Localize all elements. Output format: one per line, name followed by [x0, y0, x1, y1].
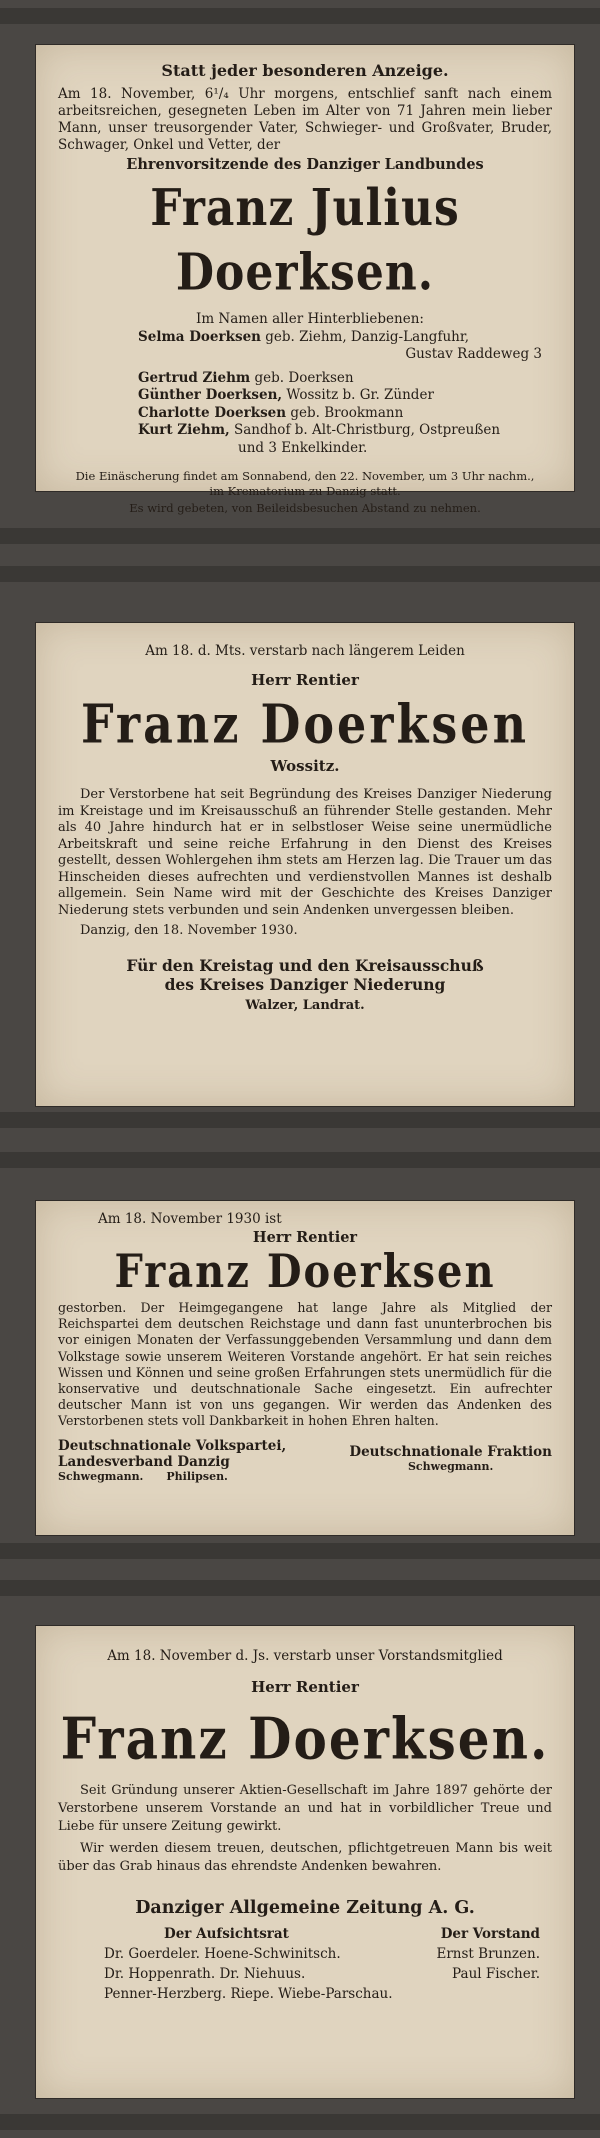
deceased-title: Herr Rentier	[251, 671, 359, 689]
mourner: Kurt Ziehm, Sandhof b. Alt-Christburg, Ostpreußen	[138, 422, 501, 438]
board-row	[104, 1964, 540, 1984]
deceased-name: Franz Julius Doerksen.	[150, 178, 460, 302]
notice-text: gestorben. Der Heimgegangene hat lange Jahre als Mitglied der Reichspartei dem deutschen Reichstage und dann fast ununterbrochen bis vor einigen Monaten der Verfassunggebenden Versammlung und dann dem Volkstage sowie unserem Weiteren Vorstande angehört. Er hat sein reiches Wissen und Können und seine großen Erfahrungen stets unermüdlich für die konservative und deutschnationale Sache eingesetzt. Ein aufrechter deutscher Mann ist von uns gegangen. Wir werden das Andenken des Verstorbenen stets voll Dankbarkeit in hohen Ehren halten.	[58, 1300, 552, 1429]
board-member: Paul Fischer.	[452, 1966, 540, 1982]
black-border	[0, 1580, 600, 1596]
mourners-list	[58, 311, 552, 457]
mourner: Günther Doerksen, Wossitz b. Gr. Zünder	[138, 387, 434, 403]
black-border	[0, 2114, 600, 2130]
deceased-name: Franz Doerksen.	[60, 1704, 550, 1773]
company-name: Danziger Allgemeine Zeitung A. G.	[135, 1898, 475, 1918]
board-list	[58, 1924, 552, 2004]
notice-intro: Am 18. November d. Js. verstarb unser Vorstandsmitglied	[107, 1648, 503, 1664]
deceased-name: Franz Doerksen	[114, 1244, 496, 1299]
mourner-address: Gustav Raddeweg 3	[405, 346, 542, 362]
notice-text: Am 18. November, 6¹/₄ Uhr morgens, entschlief sanft nach einem arbeitsreichen, gesegneten Leben im Alter von 71 Jahren mein lieber Mann, unser treusorgender Vater, Schwieger- und Großvater, Bruder, Schwager, Onkel und Vetter, der	[58, 86, 552, 153]
signature: Für den Kreistag und den Kreisausschuß	[126, 955, 484, 975]
mourner: Charlotte Doerksen geb. Brookmann	[138, 404, 404, 421]
funeral-info: Die Einäscherung findet am Sonnabend, den 22. November, um 3 Uhr nachm., im Krematorium zu Danzig statt.	[75, 469, 535, 498]
obituary-family	[35, 44, 575, 515]
notice-intro: Am 18. d. Mts. verstarb nach längerem Leiden	[145, 643, 465, 659]
deceased-title: Herr Rentier	[252, 1229, 358, 1246]
deceased-title: Herr Rentier	[251, 1678, 359, 1696]
deceased-place: Wossitz.	[270, 757, 340, 775]
deceased-name: Franz Doerksen	[80, 692, 530, 756]
party-name: Deutschnationale Volkspartei,	[58, 1437, 287, 1454]
supervisory-board-label: Der Aufsichtsrat	[164, 1926, 289, 1942]
signer: Schwegmann.	[407, 1459, 494, 1473]
signature-left	[58, 1438, 286, 1483]
board-header	[104, 1924, 540, 1944]
condolence-note: Es wird gebeten, von Beileidsbesuchen Abstand zu nehmen.	[129, 501, 481, 515]
board-member: Ernst Brunzen.	[436, 1946, 540, 1962]
deceased-title: Ehrenvorsitzende des Danziger Landbundes	[126, 156, 484, 173]
mourner-note: und 3 Enkelkinder.	[238, 439, 368, 456]
signature-right	[349, 1438, 552, 1483]
black-border	[0, 528, 600, 544]
notice-date: Danzig, den 18. November 1930.	[80, 923, 298, 938]
notice-text: Seit Gründung unserer Aktien-Gesellschaft im Jahre 1897 gehörte der Verstorbene unserem Vorstande an und hat in vorbildlicher Treue und Liebe für unsere Zeitung gewirkt.	[58, 1783, 552, 1834]
party-branch: Landesverband Danzig	[58, 1453, 230, 1470]
black-border	[0, 566, 600, 582]
black-border	[0, 1152, 600, 1168]
executive-board-label: Der Vorstand	[440, 1926, 540, 1942]
notice-text: Wir werden diesem treuen, deutschen, pflichtgetreuen Mann bis weit über das Grab hinaus das ehrendste Andenken bewahren.	[58, 1841, 552, 1874]
signature-name: Walzer, Landrat.	[245, 997, 365, 1013]
notice-heading: Statt jeder besonderen Anzeige.	[161, 61, 449, 80]
obituary-district	[35, 622, 575, 1107]
board-row: Penner-Herzberg. Riepe. Wiebe-Parschau.	[104, 1986, 393, 2002]
black-border	[0, 8, 600, 24]
signers: Schwegmann. Philipsen.	[58, 1469, 228, 1483]
black-border	[0, 1543, 600, 1559]
signature: des Kreises Danziger Niederung	[164, 974, 446, 994]
mourners-intro: Im Namen aller Hinterbliebenen:	[196, 311, 424, 327]
obituary-party	[35, 1200, 575, 1536]
notice-intro: Am 18. November 1930 ist	[98, 1211, 282, 1227]
faction-name: Deutschnationale Fraktion	[349, 1443, 552, 1460]
black-border	[0, 1112, 600, 1128]
board-members: Dr. Hoppenrath. Dr. Niehuus.	[104, 1966, 306, 1982]
mourner: Selma Doerksen geb. Ziehm, Danzig-Langfuhr,	[138, 328, 470, 345]
obituary-newspaper	[35, 1625, 575, 2099]
board-row	[104, 1944, 540, 1964]
notice-text: Der Verstorbene hat seit Begründung des Kreises Danziger Niederung im Kreistage und im Kreisausschuß an führender Stelle gestanden. Mehr als 40 Jahre hindurch hat er in selbstloser Weise seine unermüdliche Arbeitskraft und seine reiche Erfahrung in den Dienst des Kreises gestellt, dessen Wohlergehen ihm stets am Herzen lag. Die Trauer um das Hinscheiden dieses aufrechten und verdienstvollen Mannes ist deshalb allgemein. Sein Name wird mit der Geschichte des Kreises Danziger Niederung stets verbunden und sein Andenken unvergessen bleiben.	[58, 787, 552, 918]
mourner: Gertrud Ziehm geb. Doerksen	[138, 369, 354, 386]
board-members: Dr. Goerdeler. Hoene-Schwinitsch.	[104, 1946, 341, 1962]
signatures	[58, 1438, 552, 1483]
